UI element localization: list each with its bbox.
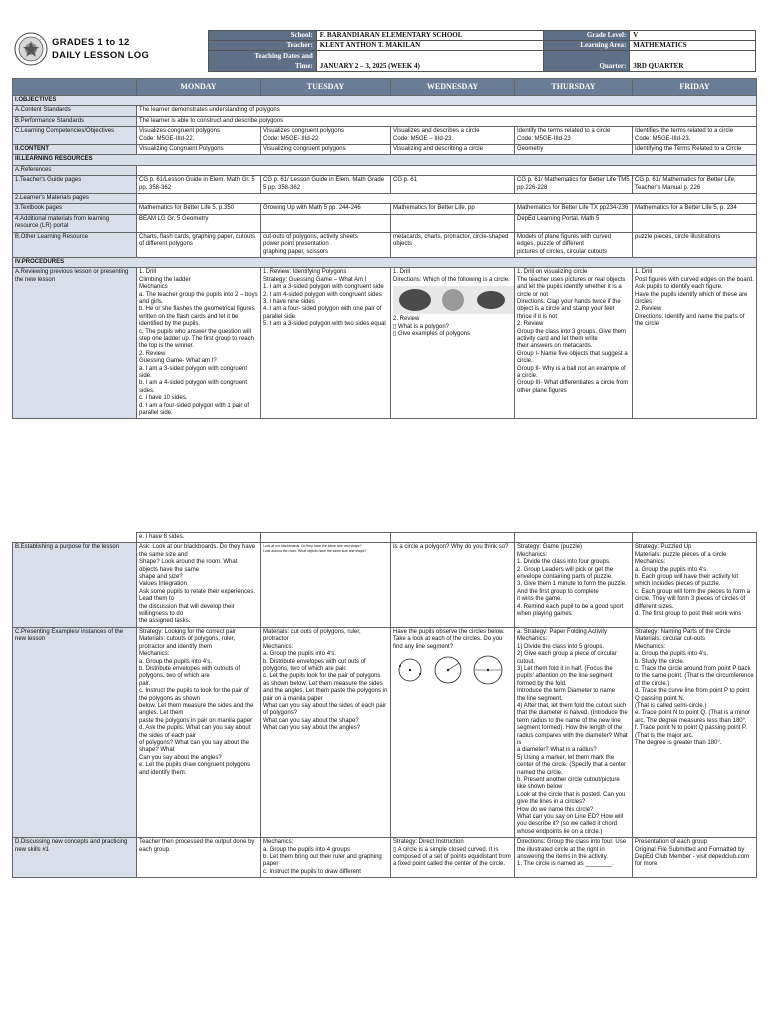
purpose-tuesday: Look at our blackboards. Do they have the same size and shape? Look around the room. What objects have the same size and shape? (261, 543, 391, 627)
row-performance-standards (13, 116, 757, 126)
grade-label: Grade Level: (544, 31, 630, 41)
present-tuesday: Materials: cut outs of polygons, ruler, protractor Mechanics: a. Group the pupils into 4's. b. Distribute envelopes with cut outs of polygons, two of which are pair. c. Let the pupils look for the pair of polygons as shown below. Let them measure the sides and the angles. Let them paste the polygons in pair on a manila paper What can you say about the sides of each pair of polygons? What can you say about the shape? What can you say about the angles? (261, 627, 391, 837)
references-blank (137, 165, 757, 175)
review-wednesday (391, 268, 515, 419)
tb-tuesday: Growing Up with Math 5 pp. 244-246 (261, 204, 391, 214)
row-references (13, 165, 757, 175)
continued-monday: e. I have 8 sides. (137, 533, 261, 543)
teacher-label: Teacher: (209, 41, 317, 51)
content-friday: Identifying the Terms Related to a Circle (633, 145, 757, 155)
document-title (52, 36, 149, 62)
performance-standard-text: The learner is able to construct and describe polygons (137, 116, 757, 126)
school-value: F. BARANDIARAN ELEMENTARY SCHOOL (316, 31, 544, 41)
purpose-monday: Ask: Look at our blackboards. Do they have the same size and Shape? Look around the room. What objects have the same shape and size? Values Integration Ask some pupils to relate their experiences. Lead them to the discussion that will develop their willingness to do the assigned tasks. (137, 543, 261, 627)
tg-tuesday: CG p. 61/ Lesson Guide in Elem. Math Grade 5 pp. 358-362 (261, 176, 391, 194)
discuss-friday: Presentation of each group Original File Submitted and Formatted by DepEd Club Member - visit depedclub.com for more (633, 838, 757, 878)
day-monday: MONDAY (137, 79, 261, 96)
day-wednesday: WEDNESDAY (391, 79, 515, 96)
other-thursday: Models of plane figures with curved edges, puzzle of different pictures of circles, circular cutouts (515, 232, 633, 257)
row-other-resources (13, 232, 757, 257)
competency-thursday: Identify the terms related to a circle Code: M5GE-IIId-23 (515, 127, 633, 145)
title-line-2: DAILY LESSON LOG (52, 50, 150, 61)
teacher-value: KLENT ANTHON T. MAKILAN (316, 41, 544, 51)
area-value: MATHEMATICS (630, 41, 756, 51)
other-wednesday: metacards, charts, protractor, circle-shaped objects (391, 232, 515, 257)
present-monday: Strategy: Looking for the correct pair Materials: cutouts of polygons, ruler, protractor and identify them Mechanics: a. Group the pupils into 4's. b. Distribute envelopes with cutouts of polygons, two of which are pair. c. Instruct the pupils to look for the pair of the polygons as shown below. Let them measure the sides and the angles. Let them paste the polygons in pair on manila paper d. Ask the pupils. What can you say about the sides of each pair of polygons? What can you say about the shape? What Can you say about the angles? e. Let the pupils draw congruent polygons and identify them. (137, 627, 261, 837)
discuss-wednesday: Strategy: Direct Instruction ▯ A circle is a simple closed curved. It is composed of a set of points equidistant from a fixed point called the center of the circle. (391, 838, 515, 878)
competency-monday: Visualizes congruent polygons Code: M5GE-IIId-22. (137, 127, 261, 145)
review-wednesday-drill: 1. Drill Directions: Which of the following is a circle. (393, 269, 510, 283)
row-presenting (13, 627, 757, 837)
review-thursday: 1. Drill on visualizing circle The teacher uses pictures or real objects and let the pupils identify whether it is a circle or not Directions: Clap your hands twice if the object is a circle and stamp your feet thrice if it is not 2. Review Group the class into 3 groups. Give them activity card and let them write their answers on metacards. Group I- Name five objects that suggest a circle. Group II- Why is a ball not an example of a circle. Group III- What differentiates a circle from other plane figures (515, 268, 633, 419)
row-label: 4.Additional materials from learning resource (LR) portal (13, 214, 137, 232)
row-label: C.Presenting Examples/ instances of the new lesson (13, 627, 137, 837)
area-label: Learning Area: (544, 41, 630, 51)
lr-wednesday (391, 214, 515, 232)
lesson-table-part-2 (12, 532, 757, 878)
row-label: D.Discussing new concepts and practicing new skills #1 (13, 838, 137, 878)
tb-thursday: Mathematics for Better Life TX pp234-236 (515, 204, 633, 214)
continued-blank (13, 533, 137, 543)
review-tuesday: 1. Review: Identifying Polygons Strategy: Guessing Game – What Am I 1. I am a 3-sided polygon with congruent side 2. I am 4-sided polygon with congruent sides 3. I have nine sides 4. I am a four- sided polygon with one pair of parallel side. 5. I am a 3-sided polygon with two sides equal (261, 268, 391, 419)
lr-friday (633, 214, 757, 232)
row-content (13, 145, 757, 155)
days-header-row (13, 79, 757, 96)
present-thursday: a. Strategy: Paper Folding Activity Mechanics: 1) Divide the class into 5 groups. 2) Give each group a piece of circular cutout. 3) Let them fold it in half. (Focus the pupils' attention on the line segment formed by the fold. Introduce the term Diameter to name the line segment. 4) After that, let them fold the cutout such that the diameter is halved. (Introduce the term radius to the name of the new line segment formed). How the length of the radius compares with the diameter? What is a diameter? What is a radius? 5) Using a marker, let them mark the center of the circle. (Specify that a center named the circle. b. Present another circle cutout/picture like shown below Look at the circle that is posted. Can you give the lines in a circles? How do we name this circle? What can you say on Line ED? How will you describe it? (so we called it chord whose endpoints lie on a circle.) (515, 627, 633, 837)
purpose-wednesday: Is a circle a polygon? Why do you think so? (391, 543, 515, 627)
row-label: II.CONTENT (13, 145, 137, 155)
lesson-table-part-1 (12, 78, 757, 419)
row-competencies (13, 127, 757, 145)
dates-value: JANUARY 2 – 3, 2025 (WEEK 4) (316, 51, 544, 72)
day-thursday: THURSDAY (515, 79, 633, 96)
quarter-value: 3RD QUARTER (630, 51, 756, 72)
continued-blank (391, 533, 515, 543)
discuss-tuesday: Mechanics: a. Group the pupils into 4 groups b. Let them bring out their ruler and graphing paper c. Instruct the pupils to draw different (261, 838, 391, 878)
lr-monday: BEAM LG Gr. 5 Geometry (137, 214, 261, 232)
competency-tuesday: Visualizes congruent polygons Code: M5GE- IIId-22 (261, 127, 391, 145)
tg-friday: CG p. 61/ Mathematics for Better Life, Teacher's Manual p. 226 (633, 176, 757, 194)
row-continued (13, 533, 757, 543)
content-standard-text: The learner demonstrates understanding of polygons (137, 106, 757, 116)
day-tuesday: TUESDAY (261, 79, 391, 96)
dates-label-line-1: Teaching Dates and (254, 52, 313, 60)
tg-monday: CG p. 61/Lesson Guide in Elem. Math Gr. 5 pp. 358-362 (137, 176, 261, 194)
tg-thursday: CG p. 61/ Mathematics for Better Life TM5 pp.226-228 (515, 176, 633, 194)
section-objectives: I.OBJECTIVES (13, 96, 757, 106)
row-lr-portal (13, 214, 757, 232)
dates-label (209, 51, 317, 72)
other-friday: puzzle pieces, circle illustrations (633, 232, 757, 257)
circles-image (393, 653, 513, 687)
row-label: A.Reviewing previous lesson or presenting the new lesson (13, 268, 137, 419)
lm-blank (137, 194, 757, 204)
present-wednesday-text: Have the pupils observe the circles below. Take a look at each of the circles. Do you find any line segment? (393, 628, 505, 650)
lr-thursday: DepEd Learning Portal, Math 5 (515, 214, 633, 232)
section-procedures: IV.PROCEDURES (13, 257, 757, 267)
lesson-log-header (12, 30, 756, 72)
discuss-thursday: Directions: Group the class into four. Use the illustrated circle at the right in answering the items in the activity. 1. The circle is named as ________. (515, 838, 633, 878)
row-label: B.Other Learning Resource (13, 232, 137, 257)
shapes-drill-image (393, 286, 515, 314)
competency-wednesday: Visualizes and describes a circle Code: M5GE – IIId-23. (391, 127, 515, 145)
row-content-standards (13, 106, 757, 116)
content-tuesday: Visualizing congruent polygons (261, 145, 391, 155)
other-tuesday: cut-outs of polygons, activity sheets power point presentation graphing paper, scissors (261, 232, 391, 257)
content-wednesday: Visualizing and describing a circle (391, 145, 515, 155)
row-label: A.References (13, 165, 137, 175)
content-monday: Visualizing Congruent Polygons (137, 145, 261, 155)
title-line-1: GRADES 1 to 12 (52, 37, 130, 48)
purpose-thursday: Strategy: Game (puzzle) Mechanics: 1. Divide the class into four groups. 2. Group Leaders will pick or get the envelope containing parts of puzzle. 3. Give them 1 minute to form the puzzle. And the first group to complete it wins the game. 4. Remind each pupil to be a good sport when playing games (515, 543, 633, 627)
corner-cell (13, 79, 137, 96)
row-label: A.Content Standards (13, 106, 137, 116)
continued-blank (261, 533, 391, 543)
row-label: B.Performance Standards (13, 116, 137, 126)
row-review (13, 268, 757, 419)
review-monday: 1. Drill Climbing the ladder Mechanics a. The teacher group the pupils into 2 – boys and girls. b. He or she flashes the geometrical figures written on the flash cards and let it be identified by the pupils. c. The pupils who answer the question will step one ladder up. The first group to reach the top is the winner. 2. Review Guessing Game- What am I? a. I am a 3-sided polygon with congruent side. b. I am a 4-sided polygon with congruent sides. c. I have 10 sides. d. I am a four-sided polygon with 1 pair of parallel side. (137, 268, 261, 419)
row-purpose (13, 543, 757, 627)
other-monday: Charts, flash cards, graphing paper, cutouts of different polygons (137, 232, 261, 257)
deped-seal-icon (14, 32, 48, 66)
tb-wednesday: Mathematics for Better Life, pp (391, 204, 515, 214)
present-friday: Strategy: Naming Parts of the Circle Materials: circular cut-outs Mechanics: a. Group the pupils into 4's. b. Study the circle. c. Trace the circle around from point P back to the same point. (That is the circumference of the circle.) d. Trace the curve line from point P to point Q passing point N. (That is called semi-circle.) e. Trace point N to point Q. (That is a minor arc. The degree measures less than 180°. f. Trace point N to point Q passing point P. (That is the major arc. The degree is greater than 180°. (633, 627, 757, 837)
row-discussing (13, 838, 757, 878)
row-label: 2.Learner's Materials pages (13, 194, 137, 204)
school-label: School: (209, 31, 317, 41)
review-wednesday-review: 2. Review ▯ What is a polygon? ▯ Give examples of polygons (393, 316, 471, 337)
row-label: B.Establishing a purpose for the lesson (13, 543, 137, 627)
section-resources: III.LEARNING RESOURCES (13, 155, 757, 165)
row-teachers-guide (13, 176, 757, 194)
tg-wednesday: CG p. 61 (391, 176, 515, 194)
row-label: 3.Textbook pages (13, 204, 137, 214)
review-friday: 1. Drill Post figures with curved edges on the board. Ask pupils to identify each figure. Have the pupils identify which of these are circles 2. Review Directions: Identify and name the parts of the circle (633, 268, 757, 419)
day-friday: FRIDAY (633, 79, 757, 96)
tb-monday: Mathematics for Better Life 5, p.350 (137, 204, 261, 214)
present-wednesday (391, 627, 515, 837)
dates-label-line-2: Time: (295, 62, 313, 70)
quarter-label: Quarter: (544, 51, 630, 72)
discuss-monday: Teacher then processed the output done by each group. (137, 838, 261, 878)
tb-friday: Mathematics for a Better Life 5, p. 234 (633, 204, 757, 214)
row-label: 1.Teacher's Guide pages (13, 176, 137, 194)
grade-value: V (630, 31, 756, 41)
row-learners-materials (13, 194, 757, 204)
continued-blank (515, 533, 633, 543)
info-table (208, 30, 756, 72)
lr-tuesday (261, 214, 391, 232)
row-label: C.Learning Competencies/Objectives (13, 127, 137, 145)
competency-friday: Identifies the terms related to a circle Code: M5GE-IIId-23. (633, 127, 757, 145)
continued-blank (633, 533, 757, 543)
row-textbook (13, 204, 757, 214)
purpose-friday: Strategy: Puzzled Up Materials: puzzle pieces of a circle Mechanics: a. Group the pupils into 4's. b. Each group will have their activity kit which includes pieces of puzzle. c. Each group will form the pieces to form a circle. They will form 3 pieces of circles of different sizes. d. The first group to post their work wins (633, 543, 757, 627)
content-thursday: Geometry (515, 145, 633, 155)
